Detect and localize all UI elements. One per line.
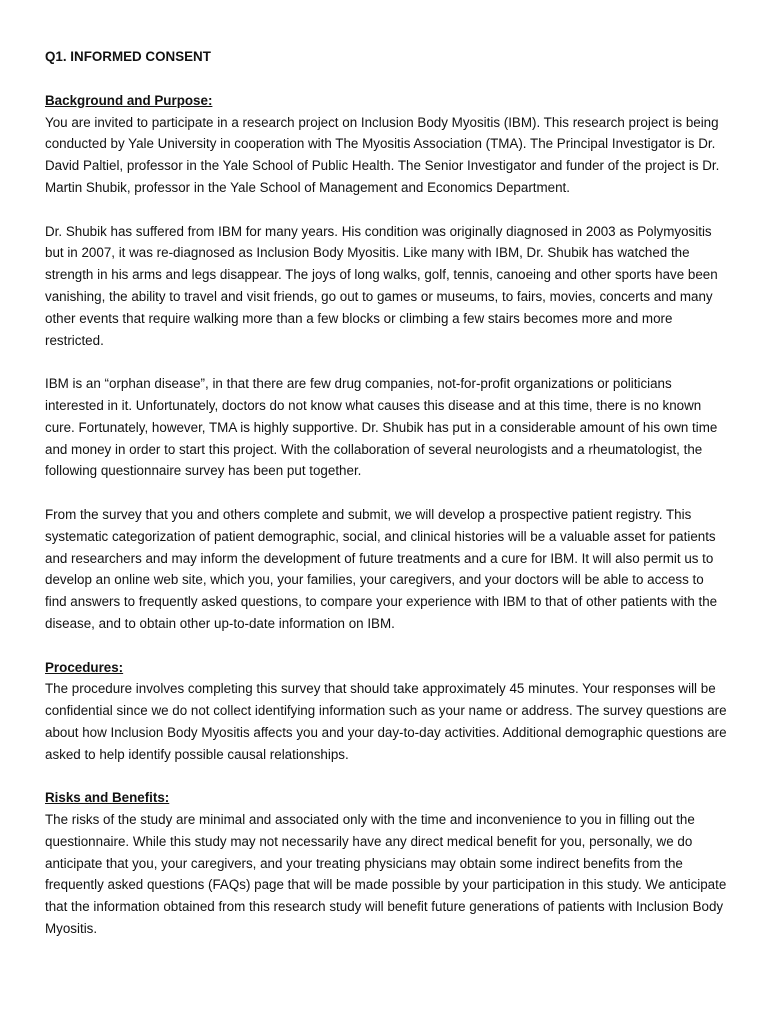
risks-paragraph: The risks of the study are minimal and associated only with the time and inconvenience to you in filling out the questionnaire. While this study may not necessarily have any direct medical benefit for you, personally, we do anticipate that you, your caregivers, and your treating physicians may obtain some indirect benefits from the frequently asked questions (FAQs) page that will be made possible by your participation in this study. We anticipate that the information obtained from this research study will benefit future generations of patients with Inclusion Body Myositis. — [45, 812, 727, 937]
procedures-heading: Procedures: — [45, 659, 124, 675]
document-page — [45, 46, 727, 962]
risks-heading: Risks and Benefits: — [45, 790, 170, 806]
background-paragraph-2: Dr. Shubik has suffered from IBM for many years. His condition was originally diagnosed in 2003 as Polymyositis but in 2007, it was re-diagnosed as Inclusion Body Myositis. Like many with IBM, Dr. Shubik has watched the strength in his arms and legs disappear. The joys of long walks, golf, tennis, canoeing and other sports have been vanishing, the ability to travel and visit friends, go out to games or museums, to fairs, movies, concerts and many other events that require walking more than a few blocks or climbing a few stairs becomes more and more restricted. — [45, 223, 718, 348]
background-section — [45, 90, 727, 635]
risks-section — [45, 787, 727, 940]
background-paragraph-4: From the survey that you and others complete and submit, we will develop a prospective patient registry. This systematic categorization of patient demographic, social, and clinical histories will be a valuable asset for patients and researchers and may inform the development of future treatments and a cure for IBM. It will also permit us to develop an online web site, which you, your families, your caregivers, and your doctors will be able to access to find answers to frequently asked questions, to compare your experience with IBM to that of other patients with the disease, and to obtain other up-to-date information on IBM. — [45, 506, 718, 631]
page-title: Q1. INFORMED CONSENT — [45, 49, 211, 64]
procedures-section — [45, 657, 727, 766]
procedures-paragraph: The procedure involves completing this survey that should take approximately 45 minutes. Your responses will be confidential since we do not collect identifying information such as your name or address. The survey questions are about how Inclusion Body Myositis affects you and your day-to-day activities. Additional demographic questions are asked to help identify possible causal relationships. — [45, 681, 727, 762]
background-paragraph-3: IBM is an “orphan disease”, in that there are few drug companies, not-for-profit organizations or politicians interested in it. Unfortunately, doctors do not know what causes this disease and at this time, there is no known cure. Fortunately, however, TMA is highly supportive. Dr. Shubik has put in a considerable amount of his own time and money in order to start this project. With the collaboration of several neurologists and a rheumatologist, the following questionnaire survey has been put together. — [45, 376, 718, 479]
background-paragraph-1: You are invited to participate in a research project on Inclusion Body Myositis (IBM). This research project is being conducted by Yale University in cooperation with The Myositis Association (TMA). The Principal Investigator is Dr. David Paltiel, professor in the Yale School of Public Health. The Senior Investigator and funder of the project is Dr. Martin Shubik, professor in the Yale School of Management and Economics Department. — [45, 114, 720, 195]
background-heading: Background and Purpose: — [45, 92, 213, 108]
